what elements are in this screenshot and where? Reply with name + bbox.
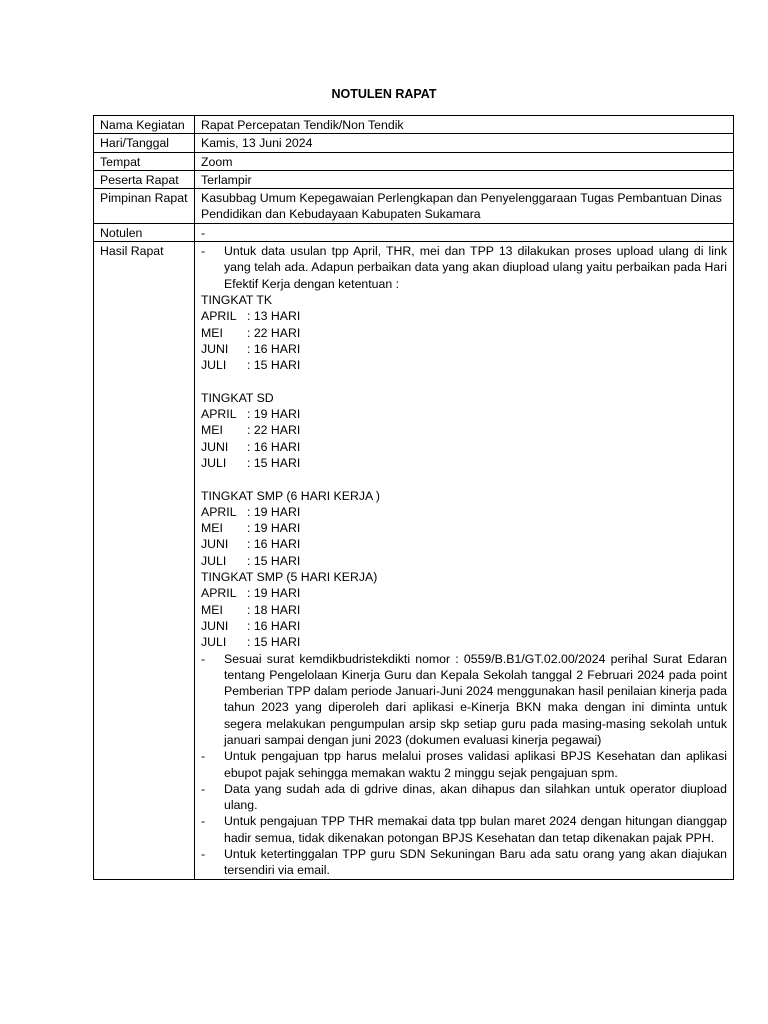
value-nama-kegiatan: Rapat Percepatan Tendik/Non Tendik: [195, 116, 734, 134]
level-group-smp-5: [201, 569, 727, 650]
month-label: MEI: [201, 325, 223, 340]
month-days: : 16 HARI: [247, 618, 301, 633]
month-label: JUNI: [201, 341, 229, 356]
month-row: [201, 455, 727, 471]
month-label: JULI: [201, 455, 227, 470]
bullet-dash: -: [201, 781, 206, 796]
bullet-dash: -: [201, 814, 206, 829]
month-row: [201, 504, 727, 520]
month-label: APRIL: [201, 586, 237, 601]
month-label: JUNI: [201, 537, 229, 552]
row-notulen: [94, 223, 734, 241]
month-row: [201, 406, 727, 422]
label-nama-kegiatan: Nama Kegiatan: [94, 116, 195, 134]
level-group-sd: [201, 390, 727, 471]
month-label: APRIL: [201, 504, 237, 519]
month-label: MEI: [201, 521, 223, 536]
month-days: : 16 HARI: [247, 439, 301, 454]
bullet-dash: -: [201, 749, 206, 764]
month-label: JUNI: [201, 618, 229, 633]
bullet-item: [201, 748, 727, 781]
month-row: [201, 357, 727, 373]
value-pimpinan-rapat: Kasubbag Umum Kepegawaian Perlengkapan dan Penyelenggaraan Tugas Pembantuan Dinas Pendidikan dan Kebudayaan Kabupaten Sukamara: [195, 189, 734, 224]
level-title: TINGKAT SD: [201, 390, 274, 405]
month-days: : 18 HARI: [247, 602, 301, 617]
bullet-item: [201, 781, 727, 814]
spacer: [201, 471, 727, 487]
month-days: : 22 HARI: [247, 423, 301, 438]
month-days: : 15 HARI: [247, 455, 301, 470]
month-row: [201, 341, 727, 357]
value-peserta-rapat: Terlampir: [195, 170, 734, 188]
bullet-item: [201, 243, 727, 292]
bullet-text: Sesuai surat kemdikbudristekdikti nomor : 0559/B.B1/GT.02.00/2024 perihal Surat Edaran tentang Pengelolaan Kinerja Guru dan Kepala Sekolah tanggal 2 Februari 2024 pada point Pemberian TPP dalam periode Januari-Juni 2024 menggunakan hasil penilaian kinerja pada tahun 2023 yang diperoleh dari aplikasi e-Kinerja BKN maka dengan ini diminta untuk segera melakukan pengumpulan arsip skp setiap guru pada masing-masing sekolah untuk januari sampai dengan juni 2023 (dokumen evaluasi kinerja pegawai): [224, 651, 727, 747]
month-row: [201, 618, 727, 634]
value-hari-tanggal: Kamis, 13 Juni 2024: [195, 134, 734, 152]
month-label: MEI: [201, 602, 223, 617]
month-days: : 19 HARI: [247, 586, 301, 601]
month-row: [201, 325, 727, 341]
level-title: TINGKAT SMP (6 HARI KERJA ): [201, 488, 381, 503]
row-pimpinan-rapat: [94, 189, 734, 224]
bullet-text: Data yang sudah ada di gdrive dinas, akan dihapus dan silahkan untuk operator diupload ulang.: [224, 781, 727, 813]
level-group-smp-6: [201, 488, 727, 569]
spacer: [201, 373, 727, 389]
month-label: JULI: [201, 358, 227, 373]
month-days: : 19 HARI: [247, 521, 301, 536]
month-row: [201, 439, 727, 455]
bullet-text: Untuk ketertinggalan TPP guru SDN Sekuningan Baru ada satu orang yang akan diajukan tersendiri via email.: [224, 847, 727, 878]
row-nama-kegiatan: [94, 116, 734, 134]
label-peserta-rapat: Peserta Rapat: [94, 170, 195, 188]
bullet-text: Untuk data usulan tpp April, THR, mei dan TPP 13 dilakukan proses upload ulang di link yang telah ada. Adapun perbaikan data yang akan diupload ulang yaitu perbaikan pada Hari Efektif Kerja dengan ketentuan :: [224, 244, 727, 291]
bullet-dash: -: [201, 847, 206, 862]
label-notulen: Notulen: [94, 223, 195, 241]
label-pimpinan-rapat: Pimpinan Rapat: [94, 189, 195, 224]
month-label: JUNI: [201, 439, 229, 454]
month-row: [201, 536, 727, 552]
month-row: [201, 308, 727, 324]
bullet-item: [201, 846, 727, 879]
value-notulen: -: [195, 223, 734, 241]
bullet-dash: -: [201, 244, 206, 259]
month-days: : 13 HARI: [247, 309, 301, 324]
bullet-item: [201, 813, 727, 846]
notulen-table: [93, 115, 734, 880]
month-days: : 19 HARI: [247, 504, 301, 519]
row-peserta-rapat: [94, 170, 734, 188]
month-days: : 15 HARI: [247, 635, 301, 650]
bullet-text: Untuk pengajuan tpp harus melalui proses validasi aplikasi BPJS Kesehatan dan aplikasi ebupot pajak sehingga memakan waktu 2 minggu sejak pengajuan spm.: [224, 749, 727, 780]
month-row: [201, 422, 727, 438]
month-row: [201, 602, 727, 618]
month-days: : 16 HARI: [247, 537, 301, 552]
value-hasil-rapat: [195, 242, 734, 880]
document-title: NOTULEN RAPAT: [331, 87, 437, 101]
level-title: TINGKAT TK: [201, 292, 273, 307]
row-hasil-rapat: [94, 242, 734, 880]
label-tempat: Tempat: [94, 152, 195, 170]
bullet-item: [201, 651, 727, 749]
month-row: [201, 553, 727, 569]
month-days: : 19 HARI: [247, 407, 301, 422]
month-label: JULI: [201, 553, 227, 568]
month-label: APRIL: [201, 309, 237, 324]
month-days: : 22 HARI: [247, 325, 301, 340]
month-label: JULI: [201, 635, 227, 650]
label-hasil-rapat: Hasil Rapat: [94, 242, 195, 880]
month-days: : 15 HARI: [247, 553, 301, 568]
month-days: : 15 HARI: [247, 358, 301, 373]
bullet-text: Untuk pengajuan TPP THR memakai data tpp bulan maret 2024 dengan hitungan dianggap hadir semua, tidak dikenakan potongan BPJS Kesehatan dan tetap dikenakan pajak PPH.: [224, 814, 727, 845]
row-hari-tanggal: [94, 134, 734, 152]
level-title: TINGKAT SMP (5 HARI KERJA): [201, 570, 378, 585]
month-row: [201, 520, 727, 536]
month-row: [201, 634, 727, 650]
month-label: APRIL: [201, 407, 237, 422]
value-tempat: Zoom: [195, 152, 734, 170]
row-tempat: [94, 152, 734, 170]
month-row: [201, 585, 727, 601]
month-label: MEI: [201, 423, 223, 438]
label-hari-tanggal: Hari/Tanggal: [94, 134, 195, 152]
month-days: : 16 HARI: [247, 341, 301, 356]
level-group-tk: [201, 292, 727, 373]
bullet-dash: -: [201, 651, 206, 666]
